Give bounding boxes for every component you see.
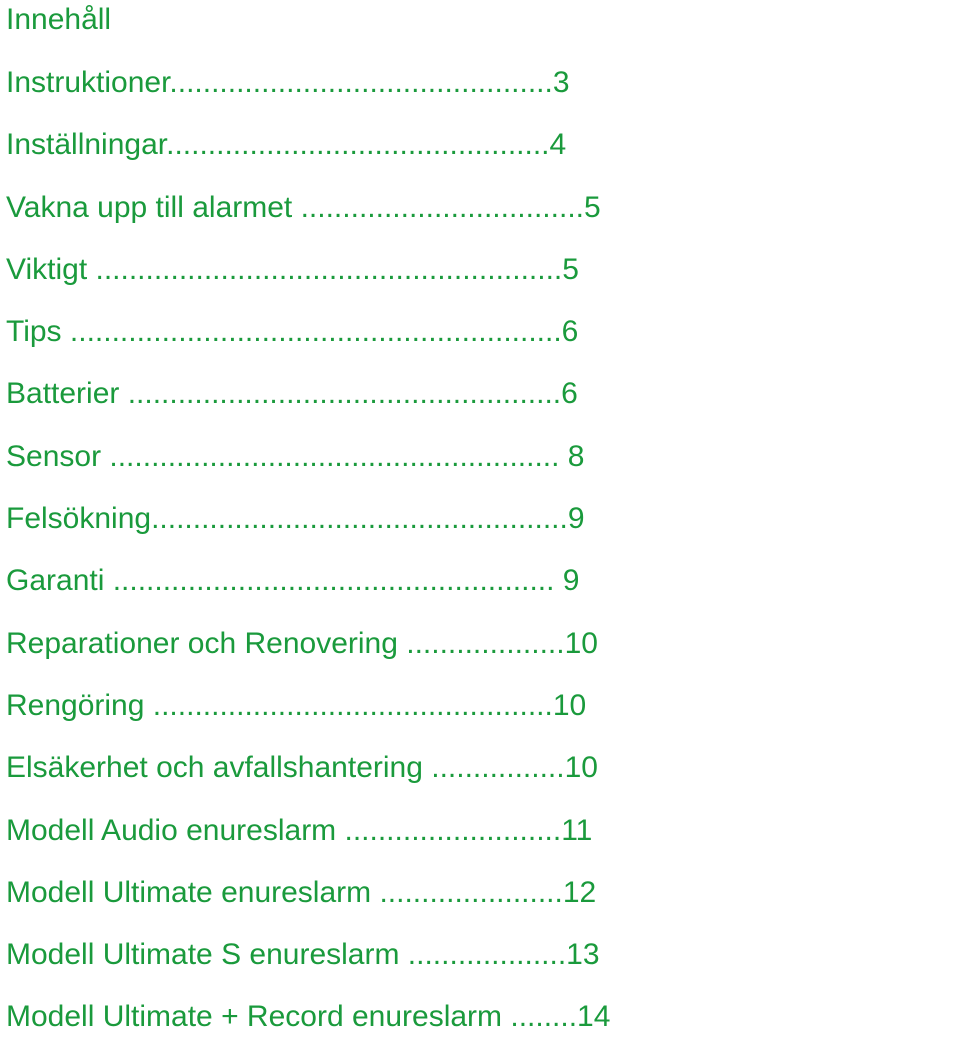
toc-entry-garanti[interactable]: Garanti ..................................................... 9 — [6, 564, 580, 598]
toc-entry-sensor[interactable]: Sensor ...................................................... 8 — [6, 439, 585, 473]
toc-entry-installningar[interactable]: Inställningar..............................................4 — [6, 128, 567, 162]
toc-entry-rengoring[interactable]: Rengöring ................................................10 — [6, 688, 587, 722]
toc-entry-felsokning[interactable]: Felsökning..................................................9 — [6, 502, 585, 536]
toc-heading: Innehåll — [6, 3, 112, 36]
toc-entry-modell-ultimate-record[interactable]: Modell Ultimate + Record enureslarm ........14 — [6, 1000, 611, 1034]
table-of-contents — [6, 52, 954, 1049]
toc-entry-modell-ultimate[interactable]: Modell Ultimate enureslarm ......................12 — [6, 875, 597, 909]
toc-entry-instruktioner[interactable]: Instruktioner..............................................3 — [6, 66, 570, 99]
toc-entry-viktigt[interactable]: Viktigt ........................................................5 — [6, 252, 579, 286]
toc-entry-batterier[interactable]: Batterier ....................................................6 — [6, 377, 578, 411]
toc-entry-modell-audio[interactable]: Modell Audio enureslarm ..........................11 — [6, 813, 593, 847]
toc-entry-elsakerhet[interactable]: Elsäkerhet och avfallshantering ................10 — [6, 751, 598, 785]
toc-entry-tips[interactable]: Tips ...........................................................6 — [6, 315, 579, 349]
toc-entry-reparationer[interactable]: Reparationer och Renovering ...................10 — [6, 626, 598, 660]
toc-entry-vakna-upp[interactable]: Vakna upp till alarmet ..................................5 — [6, 190, 601, 224]
toc-entry-modell-ultimate-s[interactable]: Modell Ultimate S enureslarm ...................13 — [6, 938, 600, 972]
